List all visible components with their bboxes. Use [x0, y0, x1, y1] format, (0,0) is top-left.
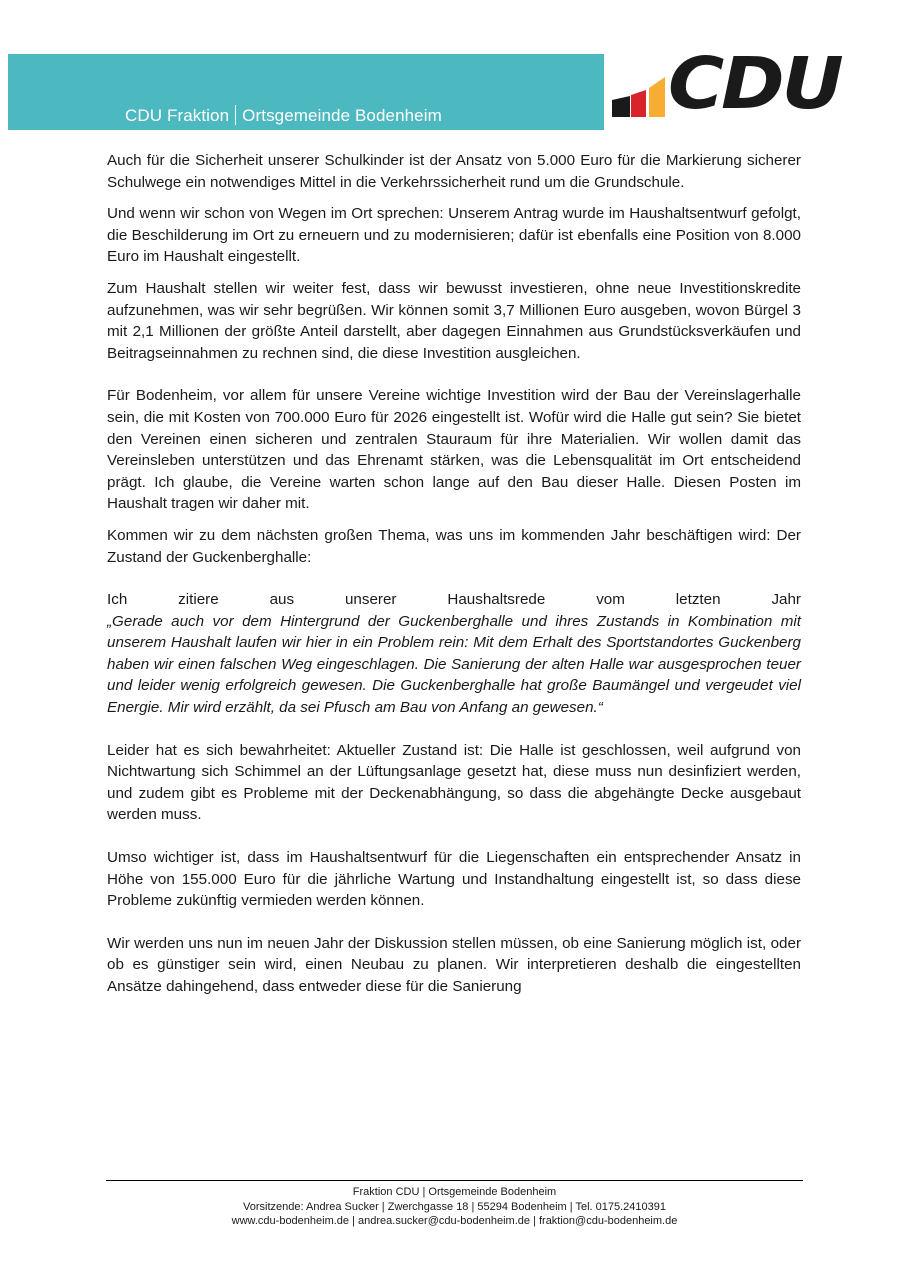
paragraph: Umso wichtiger ist, dass im Haushaltsentwurf für die Liegenschaften ein entsprechender Ansatz in Höhe von 155.000 Euro für die jährliche Wartung und Instandhaltung eingestellt ist, so dass diese Probleme zukünftig vermieden werden können. — [107, 849, 801, 910]
banner-title — [125, 105, 442, 126]
quote-intro: Ich zitiere aus unserer Haushaltsrede vom letzten Jahr — [107, 591, 801, 609]
banner-title-right: Ortsgemeinde Bodenheim — [242, 106, 442, 125]
paragraph: Leider hat es sich bewahrheitet: Aktueller Zustand ist: Die Halle ist geschlossen, weil aufgrund von Nichtwartung sich Schimmel an der Lüftungsanlage gesetzt hat, diese muss nun desinfiziert werden, und zudem gibt es Probleme mit der Deckenabhängung, so dass die abgehängte Decke ausgebaut werden muss. — [107, 741, 801, 824]
paragraph: Für Bodenheim, vor allem für unsere Vereine wichtige Investition wird der Bau der Vereinslagerhalle sein, die mit Kosten von 700.000 Euro für 2026 eingestellt ist. Wofür wird die Halle gut sein? Sie bietet den Vereinen einen sicheren und zentralen Stauraum für ihre Materialien. Wir wollen damit das Vereinsleben unterstützen und das Ehrenamt stärken, was die Lebensqualität im Ort entscheidend prägt. Ich glaube, die Vereine warten schon lange auf den Bau dieser Halle. Diesen Posten im Haushalt tragen wir daher mit. — [107, 387, 801, 513]
document-body — [107, 150, 801, 998]
banner-title-left: CDU Fraktion — [125, 106, 230, 125]
cdu-logo — [610, 42, 870, 125]
paragraph: Auch für die Sicherheit unserer Schulkinder ist der Ansatz von 5.000 Euro für die Markierung sicherer Schulwege ein notwendiges Mittel in die Verkehrssicherheit rund um die Grundschule. — [107, 152, 801, 191]
logo-bar-yellow — [649, 77, 665, 117]
quote-block — [107, 589, 801, 719]
paragraph: Wir werden uns nun im neuen Jahr der Diskussion stellen müssen, ob eine Sanierung möglich ist, oder ob es günstiger sein wird, einen Neubau zu planen. Wir interpretieren deshalb die eingestellten Ansätze dahingehend, dass entweder diese für die Sanierung — [107, 934, 801, 995]
banner-separator — [235, 105, 236, 125]
logo-bar-red — [631, 90, 646, 117]
paragraph: Und wenn wir schon von Wegen im Ort sprechen: Unserem Antrag wurde im Haushaltsentwurf gefolgt, die Beschilderung im Ort zu erneuern und zu modernisieren; dafür ist ebenfalls eine Position von 8.000 Euro im Haushalt eingestellt. — [107, 205, 801, 266]
footer-line-contact: Vorsitzende: Andrea Sucker | Zwerchgasse 18 | 55294 Bodenheim | Tel. 0175.2410391 — [243, 1200, 666, 1213]
footer-line-organization: Fraktion CDU | Ortsgemeinde Bodenheim — [352, 1186, 557, 1198]
paragraph: Kommen wir zu dem nächsten großen Thema, was uns im kommenden Jahr beschäftigen wird: Der Zustand der Guckenberghalle: — [107, 526, 801, 566]
quote-text: „Gerade auch vor dem Hintergrund der Guckenberghalle und ihres Zustands in Kombination mit unserem Haushalt laufen wir hier in ein Problem rein: Mit dem Erhalt des Sportstandortes Guckenberg haben wir einen falschen Weg eingeschlagen. Die Sanierung der alten Halle war ausgesprochen teuer und leider wenig erfolgreich gewesen. Die Guckenberghalle hat große Baumängel und vergeudet viel Energie. Mir wird erzählt, da sei Pfusch am Bau von Anfang an gewesen.“ — [107, 612, 801, 717]
logo-bar-black — [612, 96, 630, 117]
logo-wordmark: CDU — [668, 42, 841, 125]
paragraph: Zum Haushalt stellen wir weiter fest, dass wir bewusst investieren, ohne neue Investitionskredite aufzunehmen, was wir sehr begrüßen. Wir können somit 3,7 Millionen Euro ausgeben, wovon Bürgel 3 mit 2,1 Millionen der größte Anteil darstellt, aber dagegen Einnahmen aus Grundstücksverkäufen und Beitragseinnahmen zu rechnen sind, die diese Investition ausgleichen. — [107, 279, 801, 362]
header-banner — [8, 54, 604, 130]
logo-bars-icon — [610, 58, 668, 124]
footer — [106, 1185, 803, 1229]
footer-line-web-email: www.cdu-bodenheim.de | andrea.sucker@cdu-bodenheim.de | fraktion@cdu-bodenheim.de — [231, 1215, 678, 1227]
footer-divider — [106, 1180, 803, 1181]
